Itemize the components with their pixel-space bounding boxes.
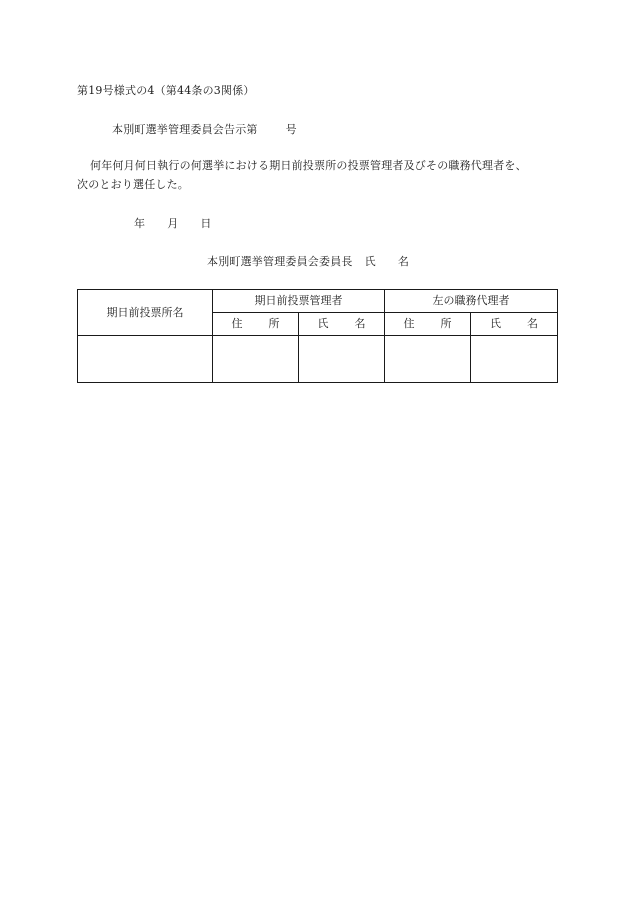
address-char-2: 所 <box>440 317 452 330</box>
cell-manager-name <box>299 336 385 383</box>
signature-line <box>207 255 409 269</box>
address-char-1: 住 <box>231 317 243 330</box>
table-row <box>78 336 558 383</box>
cell-polling-place <box>78 336 213 383</box>
cell-manager-address <box>213 336 299 383</box>
header-deputy: 左の職務代理者 <box>385 290 558 313</box>
header-manager: 期日前投票管理者 <box>213 290 385 313</box>
address-char-2: 所 <box>268 317 280 330</box>
header-deputy-address <box>385 313 471 336</box>
cell-deputy-name <box>471 336 558 383</box>
signature-title: 本別町選挙管理委員会委員長 <box>207 255 353 268</box>
name-char-1: 氏 <box>317 317 329 330</box>
notice-title <box>112 123 297 137</box>
body-text-line-2: 次のとおり選任した。 <box>77 178 189 191</box>
date-year: 年 <box>134 217 146 230</box>
header-polling-place: 期日前投票所名 <box>78 290 213 336</box>
header-deputy-name <box>471 313 558 336</box>
name-char-2: 名 <box>527 317 538 330</box>
header-manager-address <box>213 313 299 336</box>
form-number: 第19号様式の4（第44条の3関係） <box>77 84 255 97</box>
date-line <box>134 217 212 231</box>
name-char-2: 名 <box>354 317 366 330</box>
cell-deputy-address <box>385 336 471 383</box>
signature-shi: 氏 <box>364 255 376 268</box>
date-month: 月 <box>167 217 179 230</box>
body-text-line-1: 何年何月何日執行の何選挙における期日前投票所の投票管理者及びその職務代理者を、 <box>90 159 527 172</box>
notice-title-prefix: 本別町選挙管理委員会告示第 <box>112 123 258 136</box>
appointment-table <box>77 289 558 383</box>
address-char-1: 住 <box>403 317 415 330</box>
header-manager-name <box>299 313 385 336</box>
notice-title-suffix: 号 <box>285 123 297 136</box>
table-header-row-1 <box>78 290 558 313</box>
signature-mei: 名 <box>397 255 410 268</box>
date-day: 日 <box>200 217 212 230</box>
name-char-1: 氏 <box>490 317 501 330</box>
